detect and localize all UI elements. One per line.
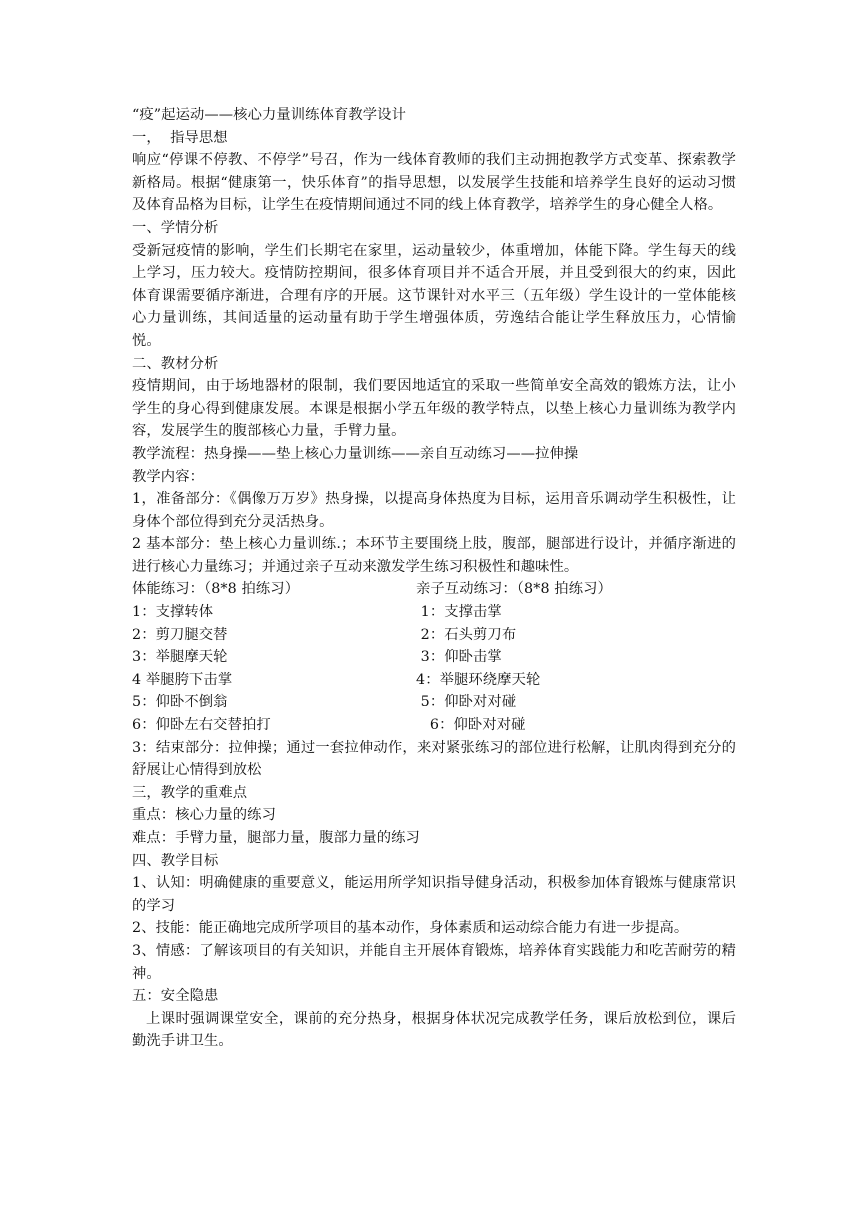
- teaching-flow: 教学流程：热身操——垫上核心力量训练——亲自互动练习——拉伸操: [132, 445, 579, 462]
- paragraph-guiding-thought: 响应“停课不停教、不停学”号召，作为一线体育教师的我们主动拥抱教学方式变革、探索教学新格局。根据“健康第一，快乐体育”的指导思想，以发展学生技能和培养学生良好的运动习惯及体育品格为目标，让学生在疫情期间通过不同的线上体育教学，培养学生的身心健全人格。: [132, 152, 736, 214]
- exercise-row: [132, 646, 736, 669]
- fitness-exercise-item: 4 举腿胯下击掌: [132, 671, 233, 688]
- fitness-exercise-item: 5：仰卧不倒翁: [132, 694, 228, 711]
- paragraph-material-analysis: 疫情期间，由于场地器材的限制，我们要因地适宜的采取一些简单安全高效的锻炼方法，让小学生的身心得到健康发展。本课是根据小学五年级的教学特点，以垫上核心力量训练为教学内容，发展学生的腹部核心力量，手臂力量。: [132, 378, 736, 440]
- exercise-header-row: [132, 578, 736, 601]
- goal-emotion: 3、情感：了解该项目的有关知识，并能自主开展体育锻炼，培养体育实践能力和吃苦耐劳的精神。: [132, 942, 736, 982]
- document-title: “疫”起运动——核心力量训练体育教学设计: [132, 107, 406, 123]
- heading-guiding-thought: 一， 指导思想: [132, 129, 228, 146]
- parent-child-exercise-item: 4：举腿环绕摩天轮: [416, 671, 541, 688]
- parent-child-exercise-item: 5：仰卧对对碰: [416, 694, 517, 711]
- fitness-exercise-header: 体能练习：（8*8 拍练习）: [132, 581, 300, 598]
- part-3-ending: 3：结束部分：拉伸操；通过一套拉伸动作，来对紧张练习的部位进行松解，让肌肉得到充分的舒展让心情得到放松: [132, 739, 736, 779]
- heading-student-analysis: 一、学情分析: [132, 219, 219, 236]
- exercise-row: [132, 624, 736, 647]
- fitness-exercise-item: 1：支撑转体: [132, 604, 214, 621]
- teaching-content-label: 教学内容：: [132, 468, 204, 485]
- key-point: 重点：核心力量的练习: [132, 807, 276, 824]
- heading-material-analysis: 二、教材分析: [132, 355, 219, 372]
- exercise-row: [132, 691, 736, 714]
- heading-safety: 五：安全隐患: [132, 988, 219, 1005]
- document-body: [132, 104, 736, 1053]
- exercise-row: [132, 714, 736, 737]
- fitness-exercise-item: 6：仰卧左右交替拍打: [132, 717, 271, 734]
- parent-child-exercise-item: 2：石头剪刀布: [416, 626, 517, 643]
- parent-child-exercise-header: 亲子互动练习：（8*8 拍练习）: [416, 581, 612, 598]
- goal-cognition: 1、认知：明确健康的重要意义，能运用所学知识指导健身活动，积极参加体育锻炼与健康常识的学习: [132, 875, 736, 914]
- part-1-preparation: 1，准备部分：《偶像万万岁》热身操，以提高身体热度为目标，运用音乐调动学生积极性，让身体个部位得到充分灵活热身。: [132, 491, 736, 530]
- exercise-row: [132, 601, 736, 624]
- fitness-exercise-item: 2：剪刀腿交替: [132, 626, 228, 643]
- heading-key-points: 三，教学的重难点: [132, 784, 248, 801]
- heading-teaching-goals: 四、教学目标: [132, 852, 219, 869]
- parent-child-exercise-item: 3：仰卧击掌: [416, 649, 502, 666]
- parent-child-exercise-item: 6：仰卧对对碰: [416, 717, 526, 734]
- part-2-basic: 2 基本部分：垫上核心力量训练.；本环节主要围绕上肢，腹部，腿部进行设计，并循序渐进的进行核心力量练习；并通过亲子互动来激发学生练习积极性和趣味性。: [132, 536, 736, 575]
- paragraph-safety: 上课时强调课堂安全，课前的充分热身，根据身体状况完成教学任务，课后放松到位，课后勤洗手讲卫生。: [132, 1010, 736, 1050]
- goal-skill: 2、技能：能正确地完成所学项目的基本动作，身体素质和运动综合能力有进一步提高。: [132, 920, 689, 937]
- fitness-exercise-item: 3：举腿摩天轮: [132, 649, 228, 666]
- parent-child-exercise-item: 1：支撑击掌: [416, 604, 502, 621]
- paragraph-student-analysis: 受新冠疫情的影响，学生们长期宅在家里，运动量较少，体重增加，体能下降。学生每天的线上学习，压力较大。疫情防控期间，很多体育项目并不适合开展，并且受到很大的约束，因此体育课需要循序渐进，合理有序的开展。这节课针对水平三（五年级）学生设计的一堂体能核心力量训练，其间适量的运动量有助于学生增强体质，劳逸结合能让学生释放压力，心情愉悦。: [132, 242, 736, 349]
- exercise-row: [132, 669, 736, 692]
- difficult-point: 难点：手臂力量，腿部力量，腹部力量的练习: [132, 830, 420, 846]
